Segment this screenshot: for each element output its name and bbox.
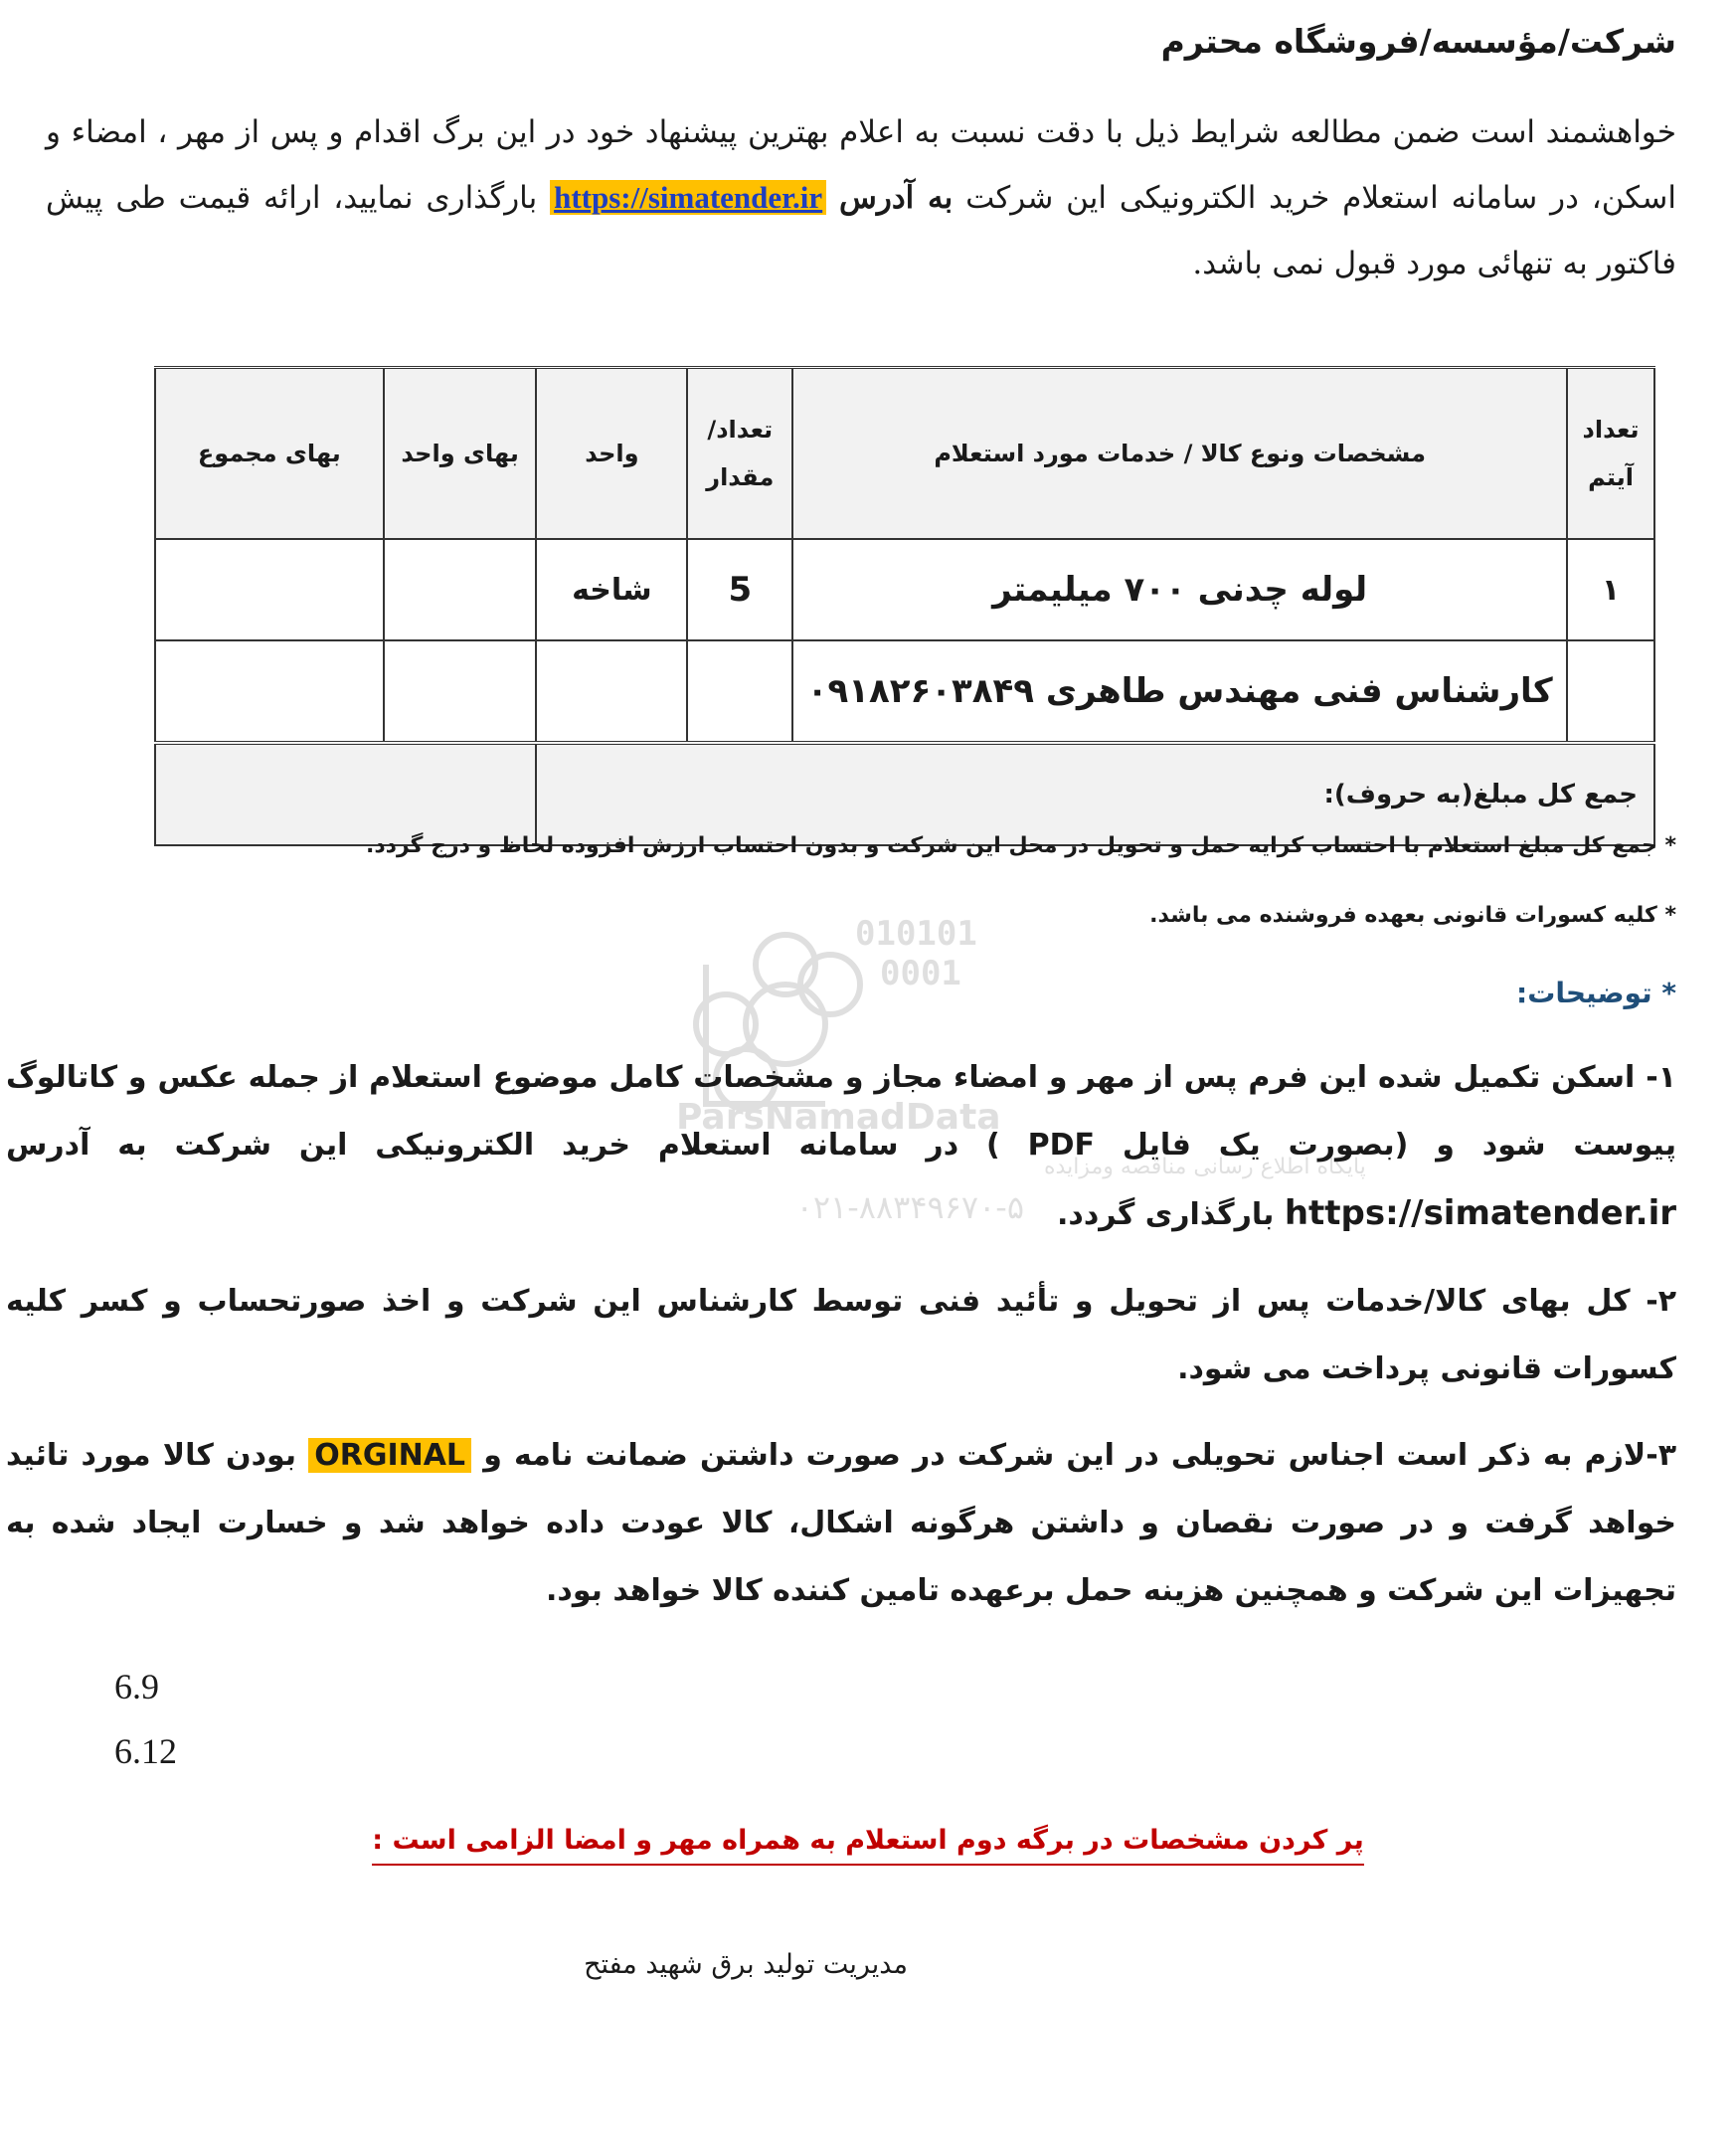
mandatory-warning-text: پر کردن مشخصات در برگه دوم استعلام به همراه مهر و امضا الزامی است : bbox=[372, 1825, 1363, 1866]
cell-item-no: ۱ bbox=[1567, 539, 1654, 640]
cell-total-price[interactable] bbox=[155, 539, 384, 640]
intro-paragraph bbox=[46, 99, 1676, 296]
explanation-3-after: بودن کالا مورد تائید خواهد گرفت و در صورت نقصان و داشتن هرگونه اشکال، کالا عودت داده خواهد شد و خسارت ایجاد شده به تجهیزات این شرکت و همچنین هزینه حمل برعهده تامین کننده کالا خواهد بود. bbox=[6, 1438, 1676, 1608]
header-unit-price: بهای واحد bbox=[384, 368, 537, 540]
watermark-binary-1: 010101 bbox=[855, 914, 977, 954]
cell-unit bbox=[536, 640, 687, 743]
date-2: 6.12 bbox=[114, 1731, 177, 1771]
page-title: شرکت/مؤسسه/فروشگاه محترم bbox=[1160, 22, 1676, 61]
inquiry-table bbox=[154, 366, 1655, 846]
header-quantity: تعداد/ مقدار bbox=[687, 368, 792, 540]
original-highlight: ORGINAL bbox=[308, 1438, 471, 1473]
mandatory-warning bbox=[0, 1825, 1736, 1856]
explanation-1-mid: ) در سامانه استعلام خرید الکترونیکی این شرکت به آدرس bbox=[6, 1128, 1028, 1163]
explanation-3 bbox=[6, 1422, 1676, 1625]
note-legal-deductions: * کلیه کسورات قانونی بعهده فروشنده می باشد. bbox=[1149, 903, 1676, 928]
simatender-link-2[interactable]: https://simatender.ir bbox=[1284, 1193, 1676, 1233]
total-label: جمع کل مبلغ(به حروف): bbox=[536, 743, 1654, 845]
cell-unit-price[interactable] bbox=[384, 539, 537, 640]
cell-description: کارشناس فنی مهندس طاهری ۰۹۱۸۲۶۰۳۸۴۹ bbox=[792, 640, 1567, 743]
pdf-label: PDF bbox=[1027, 1128, 1095, 1163]
date-1: 6.9 bbox=[114, 1667, 159, 1706]
explanation-2: ۲- کل بهای کالا/خدمات پس از تحویل و تأئید فنی توسط کارشناس این شرکت و اخذ صورتحساب و کسر کلیه کسورات قانونی پرداخت می شود. bbox=[6, 1284, 1676, 1386]
explanation-1-before: ۱- اسکن تکمیل شده این فرم پس از مهر و امضاء مجاز و مشخصات کامل موضوع استعلام از جمله عکس و کاتالوگ پیوست شود و (بصورت یک فایل bbox=[6, 1060, 1676, 1163]
explanation-1-after: بارگذاری گردد. bbox=[1057, 1197, 1285, 1232]
signature-line: مدیریت تولید برق شهید مفتح bbox=[584, 1949, 908, 1980]
header-unit: واحد bbox=[536, 368, 687, 540]
cell-item-no bbox=[1567, 640, 1654, 743]
table-row bbox=[155, 539, 1654, 640]
intro-address-label: به آدرس bbox=[839, 180, 954, 216]
explanations-title: * توضیحات: bbox=[1516, 977, 1676, 1009]
explanation-1 bbox=[6, 1044, 1676, 1249]
table-header-row bbox=[155, 368, 1654, 540]
watermark-brand: ParsNamadData bbox=[676, 1097, 1001, 1138]
header-total-price: بهای مجموع bbox=[155, 368, 384, 540]
cell-quantity bbox=[687, 640, 792, 743]
watermark-phone: ۰۲۱-۸۸۳۴۹۶۷۰-۵ bbox=[795, 1188, 1024, 1226]
header-item-no: تعداد آیتم bbox=[1567, 368, 1654, 540]
note-total-amount: * جمع کل مبلغ استعلام با احتساب کرایه حمل و تحویل در محل این شرکت و بدون احتساب ارزش افزوده لحاظ و درج گردد. bbox=[366, 833, 1676, 858]
cell-quantity: 5 bbox=[687, 539, 792, 640]
cell-total-price[interactable] bbox=[155, 640, 384, 743]
intro-text-before: خواهشمند است ضمن مطالعه شرایط ذیل با دقت نسبت به اعلام بهترین پیشنهاد خود در این برگ اقدام و پس از مهر ، امضاء و اسکن، در سامانه استعلام خرید الکترونیکی این شرکت bbox=[46, 114, 1676, 216]
cell-unit: شاخه bbox=[536, 539, 687, 640]
watermark-subtitle: پایگاه اطلاع رسانی مناقصه ومزایده bbox=[1044, 1155, 1366, 1179]
table-row bbox=[155, 640, 1654, 743]
explanation-3-before: ۳-لازم به ذکر است اجناس تحویلی در این شرکت در صورت داشتن ضمانت نامه و bbox=[471, 1438, 1676, 1473]
cell-description: لوله چدنی ۷۰۰ میلیمتر bbox=[792, 539, 1567, 640]
intro-text-after: بارگذاری نمایید، ارائه قیمت طی پیش فاکتور به تنهائی مورد قبول نمی باشد. bbox=[46, 180, 1676, 281]
total-row bbox=[155, 743, 1654, 845]
simatender-link[interactable]: https://simatender.ir bbox=[550, 180, 826, 215]
cell-unit-price[interactable] bbox=[384, 640, 537, 743]
header-description: مشخصات ونوع کالا / خدمات مورد استعلام bbox=[792, 368, 1567, 540]
watermark-binary-2: 0001 bbox=[880, 954, 961, 993]
total-amount-cell[interactable] bbox=[155, 743, 536, 845]
